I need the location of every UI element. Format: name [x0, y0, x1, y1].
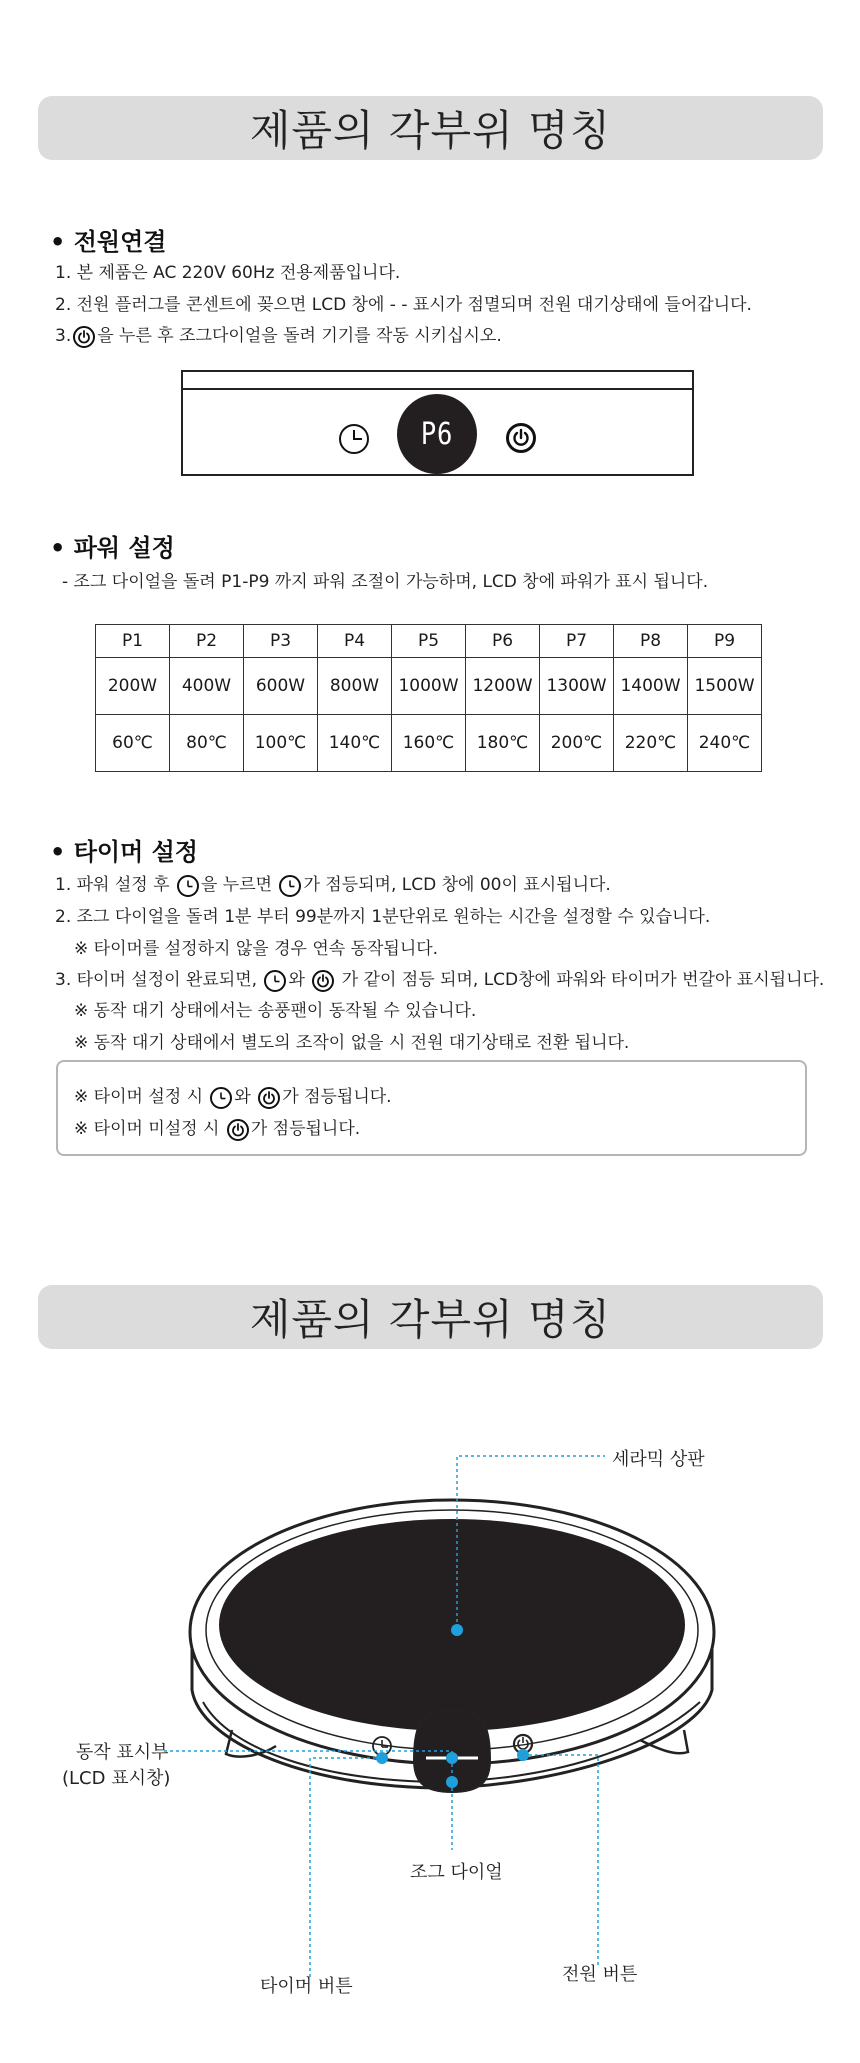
- label-display-line-2: (LCD 표시창): [62, 1768, 171, 1789]
- power-level-cell: P9: [688, 625, 762, 658]
- heading-timer-setting: • 타이머 설정: [50, 838, 198, 866]
- label-display: [62, 1738, 171, 1790]
- power-connect-line-2: 2. 전원 플러그를 콘센트에 꽂으면 LCD 창에 - - 표시가 점멸되며 전원 대기상태에 들어갑니다.: [55, 295, 752, 315]
- lcd-display-value: P6: [420, 416, 454, 452]
- timer-l1-b: 을 누르면: [200, 875, 273, 895]
- clock-icon: [264, 970, 286, 992]
- timer-line-2-note: ※ 타이머를 설정하지 않을 경우 연속 동작됩니다.: [74, 939, 439, 959]
- clock-icon: [210, 1087, 232, 1109]
- power-setting-desc: - 조그 다이얼을 돌려 P1-P9 까지 파워 조절이 가능하며, LCD 창에 파워가 표시 됩니다.: [62, 572, 709, 592]
- power-level-cell: P7: [540, 625, 614, 658]
- power-temp-cell: 180℃: [466, 715, 540, 772]
- timer-l3-b: 와: [288, 970, 305, 990]
- power-temp-cell: 80℃: [170, 715, 244, 772]
- timer-line-3-note-2: ※ 동작 대기 상태에서 별도의 조작이 없을 시 전원 대기상태로 전환 됩니다.: [74, 1033, 630, 1053]
- timer-l3-c: 가 같이 점등 되며, LCD창에 파워와 타이머가 번갈아 표시됩니다.: [341, 970, 825, 990]
- section-banner-1: 제품의 각부위 명칭: [38, 96, 823, 160]
- power-level-cell: P8: [614, 625, 688, 658]
- power-watt-cell: 1200W: [466, 658, 540, 715]
- heading-power-setting: • 파워 설정: [50, 534, 175, 562]
- timer-line-3-note-1: ※ 동작 대기 상태에서는 송풍팬이 동작될 수 있습니다.: [74, 1001, 477, 1021]
- clock-icon: [279, 875, 301, 897]
- label-display-line-1: 동작 표시부: [75, 1742, 169, 1763]
- power-level-cell: P5: [392, 625, 466, 658]
- power-watt-cell: 800W: [318, 658, 392, 715]
- power-table-row-watts: [96, 658, 762, 715]
- power-table-row-temps: [96, 715, 762, 772]
- power-temp-cell: 200℃: [540, 715, 614, 772]
- power-icon: [258, 1087, 280, 1109]
- ceramic-plate: [219, 1519, 685, 1731]
- power-table: [95, 624, 762, 772]
- box-l1-a: ※ 타이머 설정 시: [74, 1087, 203, 1107]
- timer-line-3: [55, 965, 824, 992]
- control-panel-illustration: [181, 370, 694, 476]
- label-ceramic-plate: 세라믹 상판: [612, 1449, 705, 1470]
- power-level-cell: P1: [96, 625, 170, 658]
- label-timer-button: 타이머 버튼: [260, 1976, 353, 1997]
- section-banner-2: 제품의 각부위 명칭: [38, 1285, 823, 1349]
- power-watt-cell: 400W: [170, 658, 244, 715]
- power-temp-cell: 140℃: [318, 715, 392, 772]
- power-temp-cell: 160℃: [392, 715, 466, 772]
- power-watt-cell: 200W: [96, 658, 170, 715]
- box-line-2: [74, 1114, 360, 1141]
- panel-power-icon: [506, 423, 536, 453]
- power-icon: [312, 970, 334, 992]
- power-connect-line-1: 1. 본 제품은 AC 220V 60Hz 전용제품입니다.: [55, 263, 401, 283]
- power-level-cell: P3: [244, 625, 318, 658]
- timer-l1-c: 가 점등되며, LCD 창에 00이 표시됩니다.: [303, 875, 611, 895]
- panel-top-strip: [183, 388, 692, 390]
- heading-power-connect: • 전원연결: [50, 228, 167, 256]
- timer-info-box: [56, 1060, 807, 1156]
- timer-line-2: 2. 조그 다이얼을 돌려 1분 부터 99분까지 1분단위로 원하는 시간을 설정할 수 있습니다.: [55, 907, 711, 927]
- power-watt-cell: 1500W: [688, 658, 762, 715]
- power-temp-cell: 220℃: [614, 715, 688, 772]
- power-connect-line-3: [55, 321, 502, 348]
- power-watt-cell: 1400W: [614, 658, 688, 715]
- box-l1-c: 가 점등됩니다.: [282, 1087, 392, 1107]
- clock-icon: [177, 875, 199, 897]
- power-level-cell: P2: [170, 625, 244, 658]
- power-watt-cell: 1300W: [540, 658, 614, 715]
- label-jog-dial: 조그 다이얼: [410, 1862, 503, 1883]
- panel-clock-icon: [339, 424, 369, 454]
- box-l2-a: ※ 타이머 미설정 시: [74, 1119, 220, 1139]
- label-power-button: 전원 버튼: [562, 1964, 638, 1985]
- box-l2-b: 가 점등됩니다.: [250, 1119, 361, 1139]
- timer-line-1: [55, 870, 611, 897]
- power-level-cell: P4: [318, 625, 392, 658]
- line3-suffix: 을 누른 후 조그다이얼을 돌려 기기를 작동 시키십시오.: [97, 326, 502, 346]
- power-temp-cell: 240℃: [688, 715, 762, 772]
- power-level-cell: P6: [466, 625, 540, 658]
- power-icon: [227, 1119, 249, 1141]
- timer-l3-a: 3. 타이머 설정이 완료되면,: [55, 970, 258, 990]
- panel-lcd-display: [397, 394, 477, 474]
- line3-prefix: 3.: [55, 326, 72, 346]
- box-l1-b: 와: [234, 1087, 251, 1107]
- power-icon: [73, 326, 95, 348]
- power-table-row-levels: [96, 625, 762, 658]
- power-watt-cell: 600W: [244, 658, 318, 715]
- box-line-1: [74, 1082, 392, 1109]
- power-temp-cell: 60℃: [96, 715, 170, 772]
- power-temp-cell: 100℃: [244, 715, 318, 772]
- timer-l1-a: 1. 파워 설정 후: [55, 875, 170, 895]
- power-watt-cell: 1000W: [392, 658, 466, 715]
